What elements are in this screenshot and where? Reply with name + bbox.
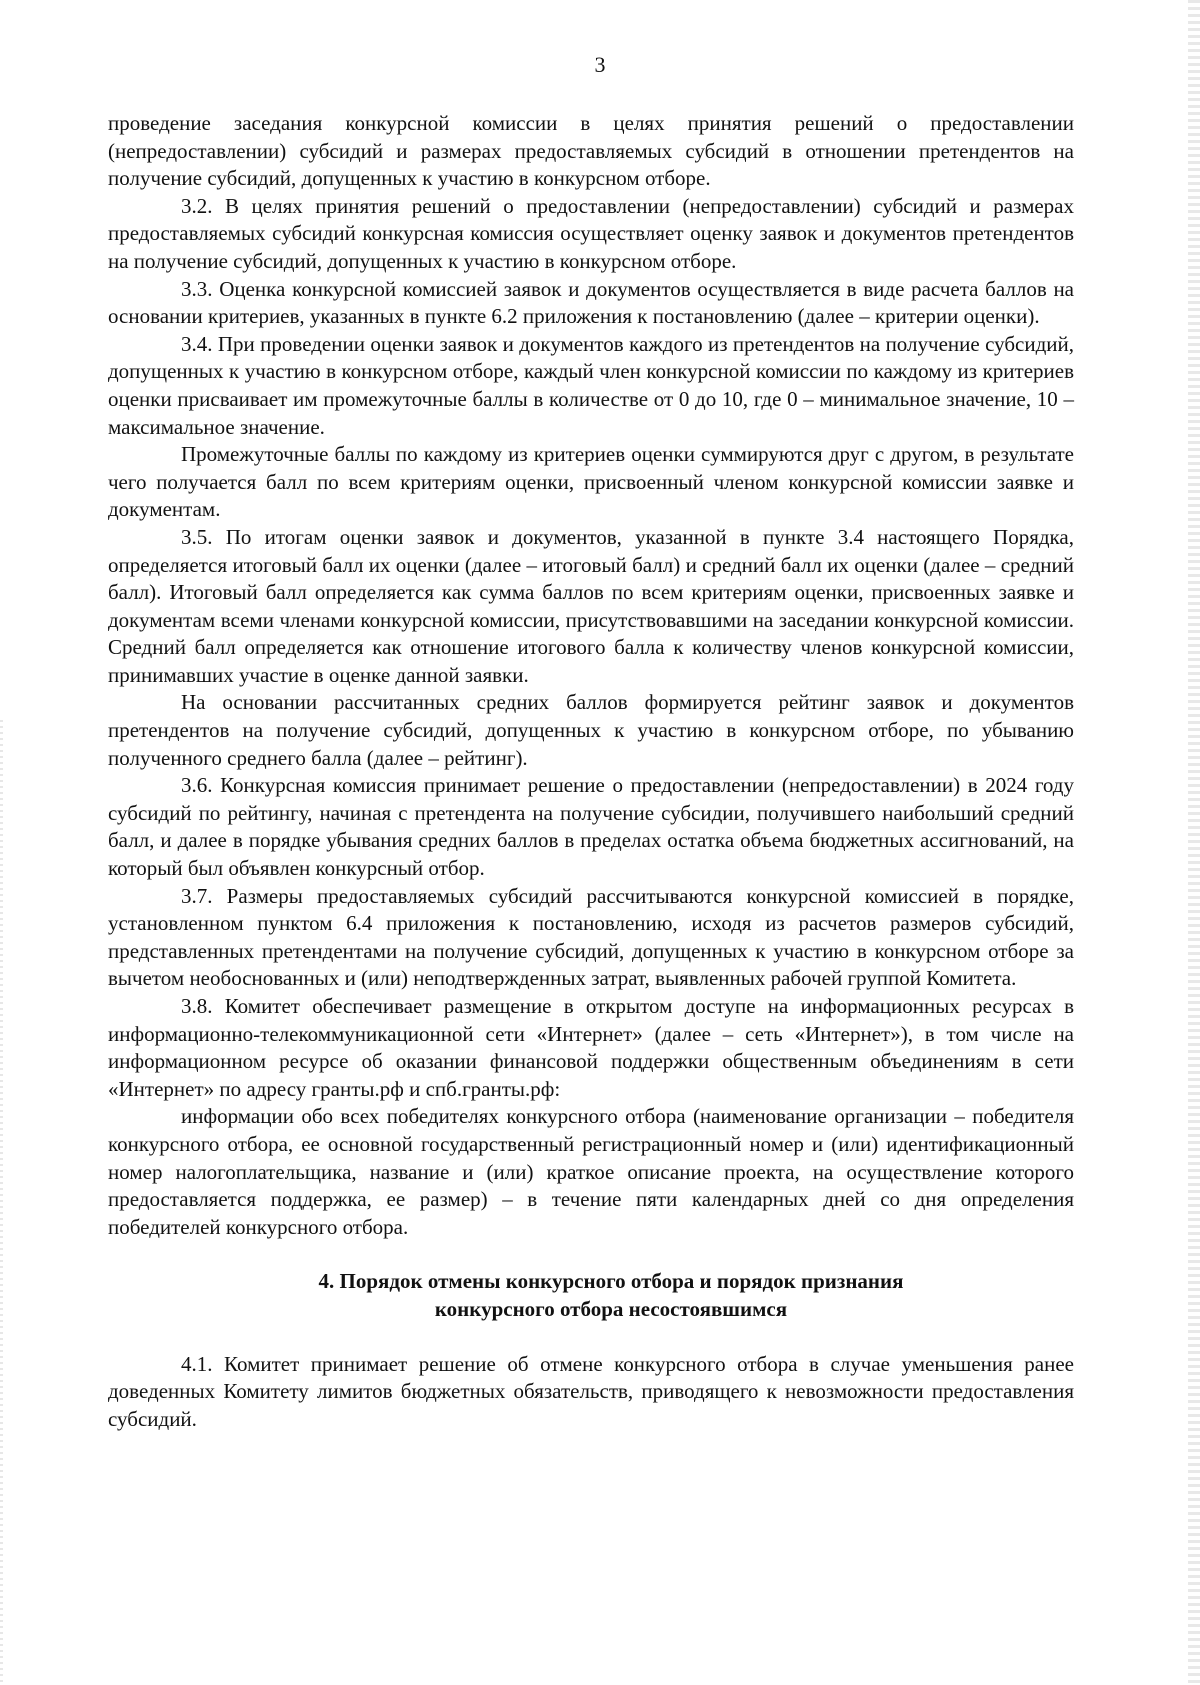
paragraph-3-5: 3.5. По итогам оценки заявок и документов, указанной в пункте 3.4 настоящего Порядка, определяется итоговый балл их оценки (далее – итоговый балл) и средний балл их оценки (далее – средний балл). Итоговый балл определяется как сумма баллов по всем критериям оценки, присвоенных заявке и документам всеми членами конкурсной комиссии, присутствовавшими на заседании конкурсной комиссии. Средний балл определяется как отношение итогового балла к количеству членов конкурсной комиссии, принимавших участие в оценке данной заявки. [108, 524, 1074, 687]
paragraph-3-4: 3.4. При проведении оценки заявок и документов каждого из претендентов на получение субсидий, допущенных к участию в конкурсном отборе, каждый член конкурсной комиссии по каждому из критериев оценки присваивает им промежуточные баллы в количестве от 0 до 10, где 0 – минимальное значение, 10 – максимальное значение. [108, 331, 1074, 439]
paragraph-3-8-winners-info: информации обо всех победителях конкурсного отбора (наименование организации – победителя конкурсного отбора, ее основной государственный регистрационный номер и (или) идентификационный номер налогоплательщика, название и (или) краткое описание проекта, на осуществление которого предоставляется поддержка, ее размер) – в течение пяти календарных дней со дня определения победителей конкурсного отбора. [108, 1104, 1074, 1239]
paragraph-3-5-rating: На основании рассчитанных средних баллов формируется рейтинг заявок и документов претендентов на получение субсидий, допущенных к участию в конкурсном отборе, по убыванию полученного среднего балла (далее – рейтинг). [108, 690, 1074, 770]
scan-edge-left [0, 720, 3, 1685]
paragraph-3-4-intermediate-scores: Промежуточные баллы по каждому из критериев оценки суммируются друг с другом, в результате чего получается балл по всем критериям оценки, присвоенный членом конкурсной комиссии заявке и документам. [108, 442, 1074, 522]
paragraph-3-6: 3.6. Конкурсная комиссия принимает решение о предоставлении (непредоставлении) в 2024 году субсидий по рейтингу, начиная с претендента на получение субсидии, получившего наибольший средний балл, и далее в порядке убывания средних баллов в пределах остатка объема бюджетных ассигнований, на который был объявлен конкурсный отбор. [108, 773, 1074, 881]
document-body [108, 110, 1074, 1433]
section-4-heading-line-2: конкурсного отбора несостоявшимся [434, 1296, 788, 1321]
paragraph-3-2: 3.2. В целях принятия решений о предоставлении (непредоставлении) субсидий и размерах предоставляемых субсидий конкурсная комиссия осуществляет оценку заявок и документов претендентов на получение субсидий, допущенных к участию в конкурсном отборе. [108, 193, 1074, 273]
paragraph-3-3: 3.3. Оценка конкурсной комиссией заявок и документов осуществляется в виде расчета баллов на основании критериев, указанных в пункте 6.2 приложения к постановлению (далее – критерии оценки). [108, 276, 1074, 329]
page-number: 3 [594, 52, 606, 77]
section-4-heading-line-1: 4. Порядок отмены конкурсного отбора и порядок признания [318, 1269, 904, 1294]
section-4-heading [108, 1268, 1074, 1323]
paragraph-3-8: 3.8. Комитет обеспечивает размещение в открытом доступе на информационных ресурсах в информационно-телекоммуникационной сети «Интернет» (далее – сеть «Интернет»), в том числе на информационном ресурсе об оказании финансовой поддержки общественным объединениям в сети «Интернет» по адресу гранты.рф и спб.гранты.рф: [108, 994, 1074, 1101]
paragraph-4-1: 4.1. Комитет принимает решение об отмене конкурсного отбора в случае уменьшения ранее доведенных Комитету лимитов бюджетных обязательств, приводящего к невозможности предоставления субсидий. [108, 1351, 1074, 1431]
paragraph-3-7: 3.7. Размеры предоставляемых субсидий рассчитываются конкурсной комиссией в порядке, установленном пунктом 6.4 приложения к постановлению, исходя из расчетов размеров субсидий, представленных претендентами на получение субсидий, допущенных к участию в конкурсном отборе за вычетом необоснованных и (или) неподтвержденных затрат, выявленных рабочей группой Комитета. [108, 883, 1074, 991]
paragraph-continuation: проведение заседания конкурсной комиссии в целях принятия решений о предоставлении (непредоставлении) субсидий и размерах предоставляемых субсидий в отношении претендентов на получение субсидий, допущенных к участию в конкурсном отборе. [108, 111, 1074, 191]
scan-edge-right [1188, 0, 1200, 1685]
